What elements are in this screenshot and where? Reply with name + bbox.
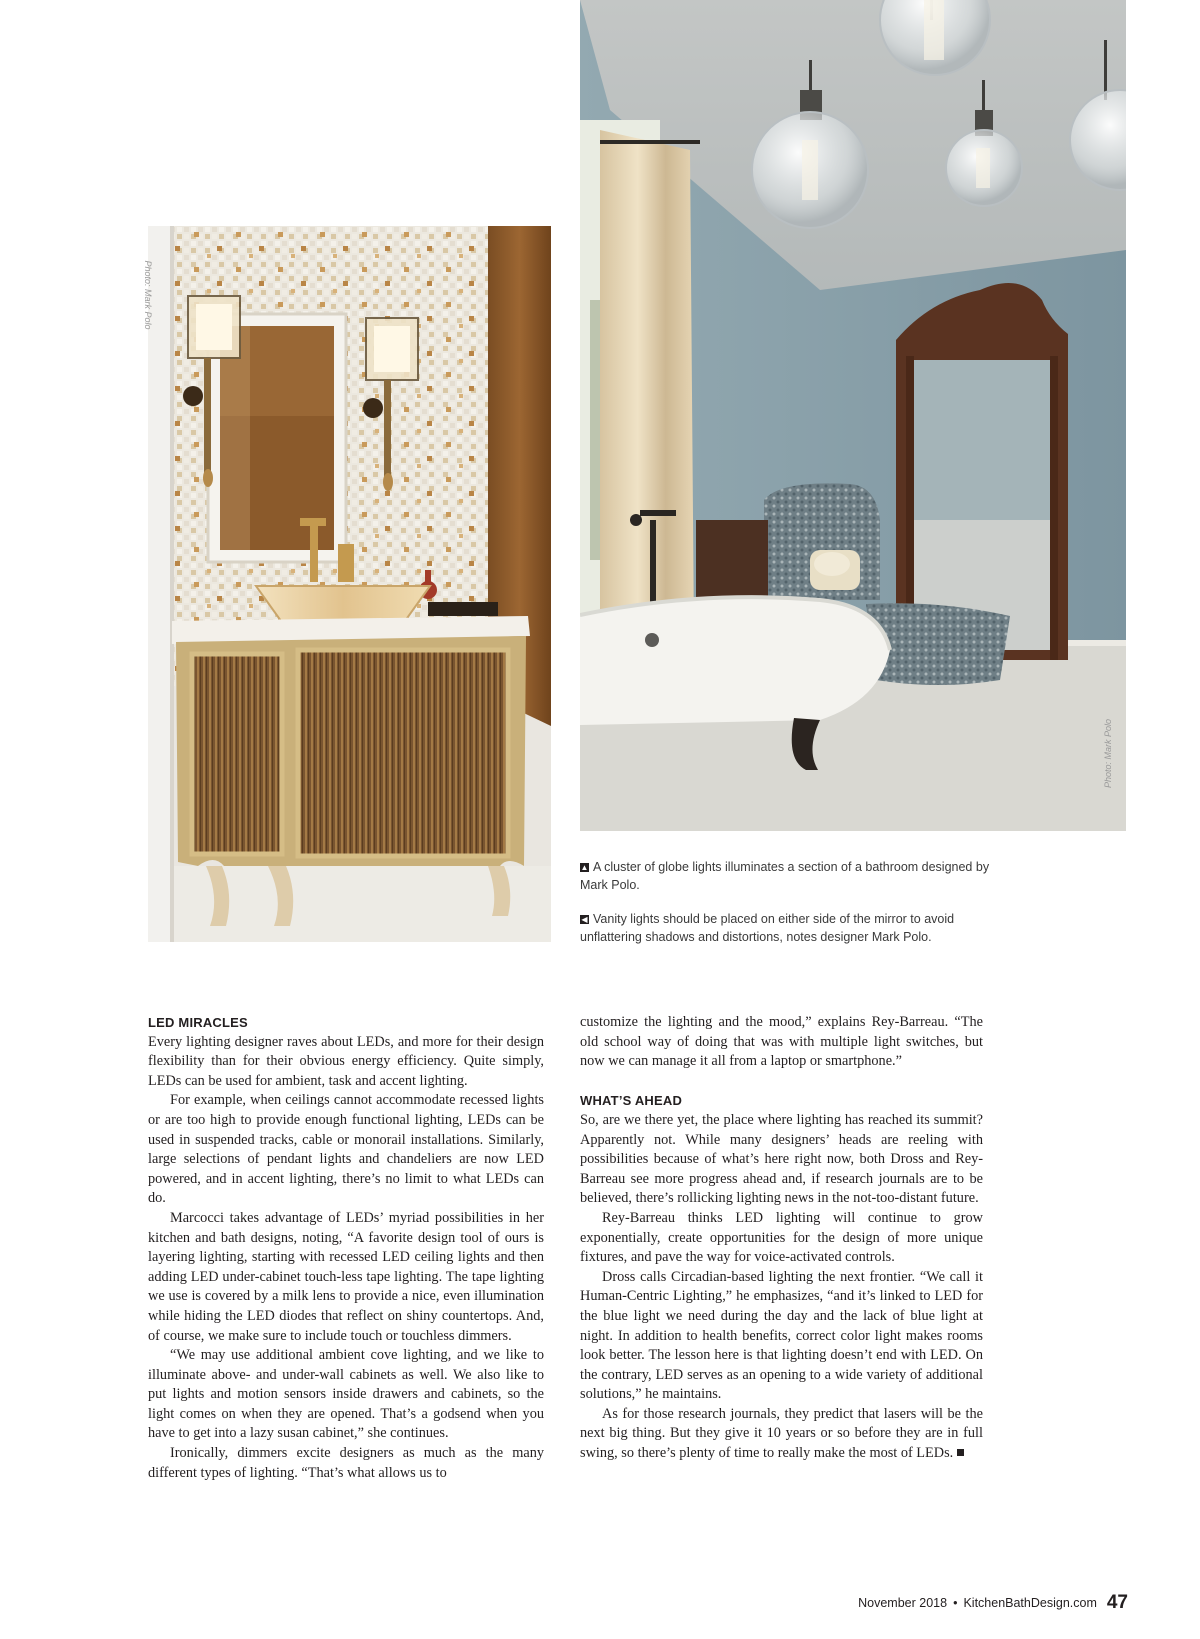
photo-credit-left: Photo: Mark Polo: [143, 260, 153, 330]
bathroom-photo: [580, 0, 1126, 831]
article-column-left: [148, 1013, 544, 1483]
body-paragraph-text: As for those research journals, they predict that lasers will be the next big thing. But they give it 10 years or so before they are in full swing, so there’s plenty of time to really make the most of LEDs.: [580, 1405, 983, 1462]
caption-text: A cluster of globe lights illuminates a section of a bathroom designed by Mark Polo.: [580, 860, 990, 892]
article-column-right: [580, 1013, 983, 1464]
caption-text: Vanity lights should be placed on either side of the mirror to avoid unflattering shadows and distortions, notes designer Mark Polo.: [580, 912, 955, 944]
body-paragraph: Marcocci takes advantage of LEDs’ myriad possibilities in her kitchen and bath designs, noting, “A favorite design tool of ours is layering lighting, starting with recessed LED ceiling lights and then adding LED under-cabinet touch-less tape lighting. The tape lighting we use is covered by a milk lens to provide a nice, even illumination while hiding the LED diodes that reflect on shiny countertops. And, of course, we make sure to include touch or touchless dimmers.: [148, 1209, 544, 1344]
vanity-illustration: [148, 226, 551, 942]
footer-website: KitchenBathDesign.com: [963, 1596, 1097, 1610]
end-mark-icon: [957, 1449, 964, 1456]
page-footer: [858, 1592, 1128, 1614]
body-paragraph: Dross calls Circadian-based lighting the next frontier. “We call it Human-Centric Lighting,” he emphasizes, “and it’s linked to LED for the blue light we need during the day and the lack of blue light at night. In addition to health benefits, correct color light makes rooms look better. The lesson here is that lighting doesn’t end with LED. On the contrary, LED serves as an opening to a wide variety of additional solutions,” he maintains.: [580, 1268, 983, 1403]
bathroom-illustration: [580, 0, 1126, 831]
body-paragraph: So, are we there yet, the place where lighting has reached its summit? Apparently not. While many designers’ heads are reeling with possibilities because of what’s here right now, both Dross and Rey-Barreau see more progress ahead and, if research journals are to be believed, there’s rollicking lighting news in the not-too-distant future.: [580, 1111, 983, 1207]
footer-issue-date: November 2018: [858, 1596, 948, 1610]
floor-mirror: [896, 283, 1068, 660]
body-paragraph: Rey-Barreau thinks LED lighting will continue to grow exponentially, create opportunities for the design of more unique fixtures, and pave the way for voice-activated controls.: [580, 1209, 983, 1266]
section-heading-led-miracles: LED MIRACLES: [148, 1015, 248, 1030]
vanity-photo: [148, 226, 551, 942]
body-paragraph: “We may use additional ambient cove lighting, and we like to illuminate above- and under-wall cabinets as well. We also like to put lights and motion sensors inside drawers and cabinets, so the light comes on when they are opened. That’s a godsend when you have to get into a lazy susan cabinet,” she continues.: [148, 1347, 544, 1442]
body-paragraph-final: [580, 1405, 983, 1464]
body-paragraph: Ironically, dimmers excite designers as much as the many different types of lighting. “That’s what allows us to: [148, 1445, 544, 1481]
caption-globe-lights: [580, 858, 1000, 894]
body-paragraph: Every lighting designer raves about LEDs, and more for their design flexibility than for their obvious energy efficiency. Quite simply, LEDs can be used for ambient, task and accent lighting.: [148, 1033, 544, 1089]
arrow-up-icon: ▲: [580, 863, 589, 872]
section-heading-whats-ahead: WHAT’S AHEAD: [580, 1093, 683, 1109]
caption-vanity-lights: [580, 910, 1000, 946]
photo-credit-right: Photo: Mark Polo: [1103, 718, 1113, 788]
footer-separator: •: [953, 1596, 958, 1610]
body-paragraph: For example, when ceilings cannot accommodate recessed lights or are too high to provide enough functional lighting, LEDs can be used in suspended tracks, cable or monorail installations. Similarly, large selections of pendant lights and chandeliers are now LED powered, and in accent lighting, there’s no limit to what LEDs can do.: [148, 1092, 544, 1207]
body-paragraph-continued: customize the lighting and the mood,” explains Rey-Barreau. “The old school way of doing that was with multiple light switches, but now we can manage it all from a laptop or smartphone.”: [580, 1014, 983, 1070]
arrow-left-icon: ◀: [581, 915, 588, 924]
page-number: 47: [1106, 1592, 1128, 1613]
